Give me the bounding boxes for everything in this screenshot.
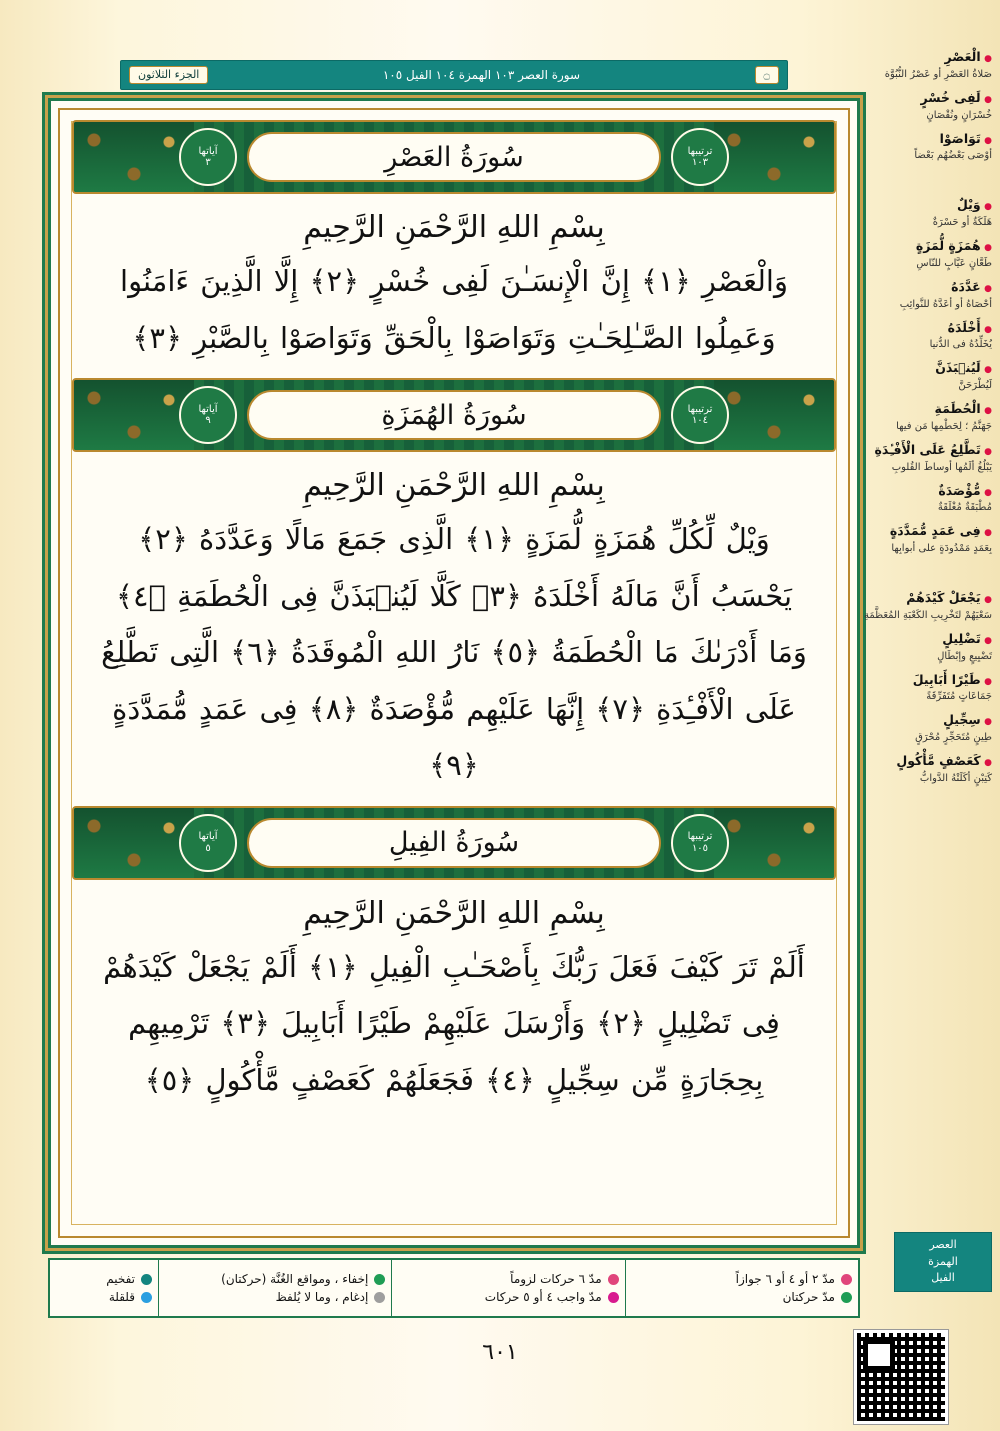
legend-label: إخفاء ، ومواقع الغُنَّة (حركتان) — [221, 1272, 369, 1286]
glossary-definition: تَضْيِيعٍ وإبْطَالٍ — [937, 650, 992, 662]
ayat-count: ٩ — [205, 415, 211, 427]
glossary-term: عَدَّدَهُ — [951, 278, 981, 294]
surah-trail: سورة العصر ١٠٣ الهمزة ١٠٤ الفيل ١٠٥ — [382, 68, 581, 82]
ayat-label: آياتها — [198, 403, 218, 415]
surah-title-humazah: سُورَةُ الهُمَزَةِ — [247, 390, 661, 440]
bullet-icon: ● — [984, 528, 992, 539]
surah-title-band-asr — [72, 120, 836, 194]
legend-color-swatch — [608, 1292, 619, 1303]
basmala-humazah: بِسْمِ اللهِ الرَّحْمَنِ الرَّحِيمِ — [303, 468, 605, 504]
glossary-definition: يَبْلُغُ ألَمُها أوساطَ القُلوبِ — [891, 461, 992, 473]
glossary-definition: صَلاةُ العَصْرِ أو عَصْرُ النُّبُوَّة — [884, 68, 992, 80]
ayat-count: ٣ — [205, 157, 211, 168]
glossary-term: تَوَاصَوْا — [939, 130, 981, 146]
surah-order-asr — [671, 128, 729, 186]
bullet-icon: ● — [984, 635, 992, 646]
surah-order-humazah — [671, 386, 729, 444]
glossary-entry — [864, 752, 992, 786]
legend-color-swatch — [841, 1274, 852, 1285]
glossary-definition: طِينٍ مُتَحَجِّرٍ مُحْرَقٍ — [915, 732, 992, 743]
glossary-definition: طَعَّانٍ عَيَّابٍ للنّاسِ — [916, 257, 992, 269]
ayat-line: بِحِجَارَةٍ مِّن سِجِّيلٍ ﴿٤﴾ فَجَعَلَهُمْ كَعَصْفٍ مَّأْكُولٍ ﴿٥﴾ — [144, 1062, 764, 1097]
legend-color-swatch — [374, 1292, 385, 1303]
glossary-entry — [864, 589, 992, 623]
ayat-line: عَلَى الْأَفْـِٔدَةِ ﴿٧﴾ إِنَّهَا عَلَيْهِم مُّؤْصَدَةٌ ﴿٨﴾ فِى عَمَدٍ مُّمَدَّدَةٍ ﴿٩﴾ — [112, 691, 796, 783]
legend-label: مدّ ٢ أو ٤ أو ٦ جوازاً — [735, 1272, 835, 1286]
glossary-entry — [864, 89, 992, 123]
order-label: ترتيبها — [687, 403, 713, 415]
glossary-definition: كَتِبْنٍ أكَلَتْهُ الدَّوابُّ — [919, 772, 992, 784]
order-number: ١٠٤ — [691, 415, 709, 427]
bullet-icon: ● — [984, 758, 992, 768]
glossary-term: لَيُنۢبَذَنَّ — [935, 360, 981, 376]
legend-item — [165, 1270, 385, 1288]
legend-column-3 — [158, 1260, 391, 1316]
glossary-entry — [864, 237, 992, 271]
bullet-icon: ● — [984, 406, 992, 416]
glossary-term: طَيْرًا أَبَابِيلَ — [912, 671, 981, 687]
bullet-icon: ● — [984, 283, 992, 294]
legend-label: إدغام ، وما لا يُلفظ — [275, 1290, 369, 1304]
glossary-definition: سَعْيَهُمْ لتَخْرِيبِ الكَعْبَةِ المُعَظَّمَةِ — [864, 609, 992, 621]
surah-ayat-count-humazah — [179, 386, 237, 444]
text-frame — [48, 98, 860, 1248]
glossary-entry — [864, 482, 992, 516]
glossary-definition: مُطْبَقَةٌ مُغْلَقَةٌ — [937, 502, 992, 514]
glossary-entry — [864, 630, 992, 664]
glossary-spacer — [864, 563, 992, 589]
glossary-term: فِى عَمَدٍ مُّمَدَّدَةٍ — [889, 523, 981, 539]
glossary-term: الْعَصْرِ — [944, 49, 981, 64]
surah-ayat-count-fil — [179, 814, 237, 872]
bullet-icon: ● — [984, 365, 992, 376]
order-number: ١٠٣ — [691, 157, 709, 168]
glossary-definition: لَيُطْرَحَنَّ — [958, 380, 992, 391]
juz-header-bar — [120, 60, 788, 90]
surah-title-asr: سُورَةُ العَصْرِ — [247, 132, 661, 182]
glossary-definition: جَهَنَّمُ ؛ لِحَطْمِها مَن فيها — [896, 420, 992, 432]
surah-index-item[interactable]: الهمزة — [928, 1254, 958, 1268]
bullet-icon: ● — [984, 324, 992, 335]
ayat-line: فِى تَضْلِيلٍ ﴿٢﴾ وَأَرْسَلَ عَلَيْهِمْ طَيْرًا أَبَابِيلَ ﴿٣﴾ تَرْمِيهِم — [128, 1006, 780, 1041]
bullet-icon: ● — [984, 446, 992, 457]
basmala-fil: بِسْمِ اللهِ الرَّحْمَنِ الرَّحِيمِ — [303, 895, 605, 931]
glossary-definition: خُسْرَانٍ ونُقْصَانٍ — [926, 109, 992, 121]
glossary-term: تَضْلِيلٍ — [942, 630, 981, 646]
glossary-entry — [864, 359, 992, 393]
basmala-asr: بِسْمِ اللهِ الرَّحْمَنِ الرَّحِيمِ — [303, 210, 605, 245]
glossary-entry — [864, 400, 992, 434]
legend-color-swatch — [608, 1274, 619, 1285]
order-label: ترتيبها — [687, 831, 713, 843]
glossary-definition: هَلَكَةٌ أو حَسْرَةٌ — [932, 217, 992, 228]
glossary-definition: يُخَلِّدُهُ فى الدُّنيا — [929, 339, 992, 351]
bullet-icon: ● — [984, 202, 992, 213]
glossary-term: لَفِى خُسْرٍ — [920, 89, 981, 105]
surah-title-band-humazah — [72, 378, 836, 452]
glossary-term: أَخْلَدَهُ — [947, 319, 981, 335]
legend-label: مدّ واجب ٤ أو ٥ حركات — [484, 1290, 602, 1304]
juz-ornament: ۝ — [755, 66, 779, 84]
order-number: ١٠٥ — [691, 842, 709, 854]
ayat-label: آياتها — [198, 145, 218, 157]
page-number: ٦٠١ — [482, 1340, 518, 1365]
surah-title-band-fil — [72, 806, 836, 880]
ayat-label: آياتها — [198, 831, 218, 843]
bullet-icon: ● — [984, 487, 992, 498]
legend-color-swatch — [141, 1274, 152, 1285]
glossary-term: كَعَصْفٍ مَّأْكُولٍ — [896, 753, 981, 768]
surah-index-item[interactable]: الفيل — [931, 1271, 955, 1284]
bullet-icon: ● — [984, 676, 992, 687]
legend-item — [165, 1288, 385, 1306]
glossary-term: وَيْلٌ — [957, 197, 981, 213]
ayat-line: أَلَمْ تَرَ كَيْفَ فَعَلَ رَبُّكَ بِأَصْحَـٰبِ الْفِيلِ ﴿١﴾ أَلَمْ يَجْعَلْ كَيْدَهُمْ — [103, 949, 805, 984]
glossary-definition: أحْصَاهُ أو أعَدَّهُ للنَّوائِبِ — [899, 298, 992, 310]
bullet-icon: ● — [984, 717, 992, 728]
glossary-term: مُّؤْصَدَةٌ — [938, 482, 981, 498]
glossary-term: الْحُطَمَةِ — [934, 401, 981, 416]
surah-index-item[interactable]: العصر — [929, 1238, 957, 1251]
legend-color-swatch — [841, 1292, 852, 1303]
glossary-entry — [864, 130, 992, 164]
tajweed-legend — [48, 1258, 860, 1318]
legend-item — [398, 1270, 618, 1288]
glossary-definition: أوْصَى بَعْضُهُم بَعْضاً — [914, 150, 992, 162]
legend-column-4 — [50, 1260, 158, 1316]
glossary-entry — [864, 48, 992, 82]
surah-order-fil — [671, 814, 729, 872]
glossary-entry — [864, 441, 992, 475]
legend-item — [632, 1270, 852, 1288]
ayat-line: يَحْسَبُ أَنَّ مَالَهُ أَخْلَدَهُ ﴿٣﴾ كَلَّا لَيُنۢبَذَنَّ فِى الْحُطَمَةِ ﴿٤﴾ — [115, 578, 793, 613]
glossary-term: هُمَزَةٍ لُّمَزَةٍ — [915, 238, 981, 253]
glossary-term: يَجْعَلْ كَيْدَهُمْ — [906, 590, 981, 605]
surah-index-box[interactable] — [894, 1232, 992, 1292]
order-label: ترتيبها — [687, 145, 713, 157]
surah-ayat-count-asr — [179, 128, 237, 186]
glossary-entry — [864, 671, 992, 705]
legend-label: مدّ حركتان — [782, 1290, 835, 1304]
legend-column-2 — [391, 1260, 624, 1316]
legend-label: قلقلة — [108, 1290, 135, 1304]
ayat-line: وَمَا أَدْرَىٰكَ مَا الْحُطَمَةُ ﴿٥﴾ نَارُ اللهِ الْمُوقَدَةُ ﴿٦﴾ الَّتِى تَطَّلِعُ — [101, 635, 807, 670]
ayat-block-asr — [60, 251, 848, 378]
legend-color-swatch — [141, 1292, 152, 1303]
glossary-entry — [864, 711, 992, 745]
surah-title-fil: سُورَةُ الفِيلِ — [247, 818, 661, 868]
legend-column-1 — [625, 1260, 858, 1316]
legend-item — [632, 1288, 852, 1306]
bullet-icon: ● — [984, 94, 992, 105]
bullet-icon: ● — [984, 243, 992, 253]
glossary-entry — [864, 522, 992, 556]
qr-code-icon[interactable] — [854, 1330, 948, 1424]
legend-label: مدّ ٦ حركات لزوماً — [510, 1272, 602, 1286]
text-frame-inner — [58, 108, 850, 1238]
glossary-definition: جَمَاعَاتٍ مُتَفَرِّقَةً — [926, 691, 992, 703]
legend-item — [398, 1288, 618, 1306]
ayat-block-humazah — [60, 509, 848, 806]
glossary-entry — [864, 319, 992, 353]
glossary-term: سِجِّيلٍ — [943, 712, 981, 728]
legend-color-swatch — [374, 1274, 385, 1285]
glossary-entry — [864, 278, 992, 312]
glossary-term: تَطَّلِعُ عَلَى الْأَفْـِٔدَةِ — [874, 441, 981, 457]
ayat-line: وَالْعَصْرِ ﴿١﴾ إِنَّ الْإِنسَـٰنَ لَفِى خُسْرٍ ﴿٢﴾ إِلَّا الَّذِينَ ءَامَنُوا — [120, 264, 788, 298]
legend-label: تفخيم — [106, 1272, 135, 1286]
margin-glossary — [864, 48, 992, 793]
juz-label: الجزء الثلاثون — [129, 66, 208, 84]
ayat-line: وَعَمِلُوا الصَّـٰلِحَـٰتِ وَتَوَاصَوْا بِالْحَقِّ وَتَوَاصَوْا بِالصَّبْرِ ﴿٣﴾ — [132, 320, 776, 355]
glossary-entry — [864, 196, 992, 230]
legend-item — [56, 1270, 152, 1288]
glossary-spacer — [864, 170, 992, 196]
ayat-block-fil — [60, 937, 848, 1121]
bullet-icon: ● — [984, 54, 992, 64]
legend-item — [56, 1288, 152, 1306]
ayat-line: وَيْلٌ لِّكُلِّ هُمَزَةٍ لُّمَزَةٍ ﴿١﴾ الَّذِى جَمَعَ مَالًا وَعَدَّدَهُ ﴿٢﴾ — [138, 522, 770, 557]
bullet-icon: ● — [984, 595, 992, 605]
ayat-count: ٥ — [205, 842, 211, 854]
bullet-icon: ● — [984, 135, 992, 146]
glossary-definition: بِعَمَدٍ مَمْدُودَةٍ على أبوابِها — [891, 543, 992, 554]
